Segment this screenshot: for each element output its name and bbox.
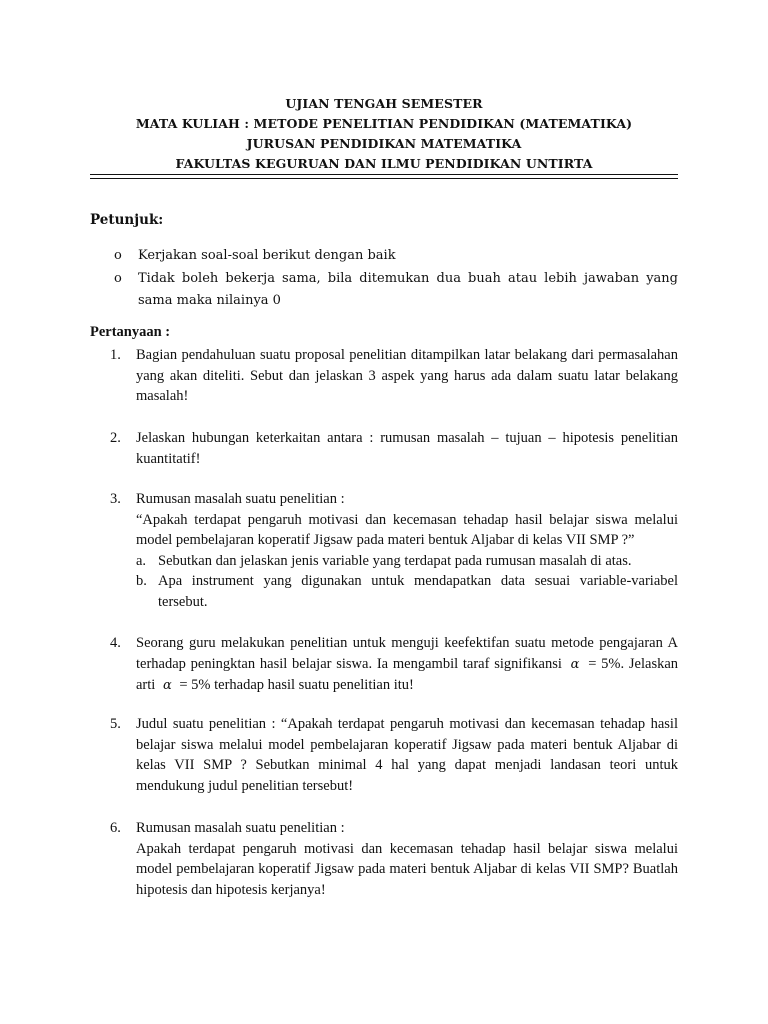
- faculty-name: FAKULTAS KEGURUAN DAN ILMU PENDIDIKAN UNTIRTA: [175, 156, 593, 171]
- problem-statement: Apakah terdapat pengaruh motivasi dan kecemasan tehadap hasil belajar siswa melalui model pembelajaran koperatif Jigsaw pada materi bentuk Aljabar di kelas VII SMP? Buatlah hipotesis dan hipotesis kerjanya!: [136, 840, 678, 898]
- question-text: [136, 633, 678, 697]
- problem-statement: “Apakah terdapat pengaruh motivasi dan kecemasan tehadap hasil belajar siswa melalui model pembelajaran koperatif Jigsaw pada materi bentuk Aljabar di kelas VII SMP ?”: [136, 511, 678, 548]
- question-1: [110, 345, 678, 407]
- course-name: MATA KULIAH : METODE PENELITIAN PENDIDIKAN (MATEMATIKA): [135, 116, 633, 131]
- question-number: 1.: [110, 347, 121, 363]
- alpha-symbol: α: [570, 656, 580, 672]
- instruction-item: [114, 268, 678, 313]
- question-5: [110, 714, 678, 796]
- question-text: Jelaskan hubungan keterkaitan antara : rumusan masalah – tujuan – hipotesis penelitian kuantitatif!: [136, 430, 678, 467]
- subquestion-label: a.: [136, 552, 147, 569]
- exam-title: UJIAN TENGAH SEMESTER: [285, 96, 483, 111]
- instruction-text: Tidak boleh bekerja sama, bila ditemukan dua buah atau lebih jawaban yang sama maka nilainya 0: [138, 270, 678, 308]
- question-text: Bagian pendahuluan suatu proposal penelitian ditampilkan latar belakang dari permasalahan yang akan diteliti. Sebut dan jelaskan 3 aspek yang harus ada dalam suatu latar belakang masalah!: [136, 347, 678, 404]
- question-3: [110, 489, 678, 612]
- question-2: [110, 428, 678, 469]
- bullet-icon: o: [114, 270, 122, 286]
- alpha-symbol: α: [162, 678, 172, 693]
- question-6: [110, 818, 678, 900]
- question-number: 3.: [110, 491, 121, 507]
- question-text: Rumusan masalah suatu penelitian :: [136, 820, 345, 836]
- bullet-icon: o: [114, 248, 122, 263]
- question-number: 4.: [110, 635, 121, 651]
- subquestion-label: b.: [136, 573, 147, 589]
- instruction-item: [114, 245, 678, 268]
- department-name: JURUSAN PENDIDIKAN MATEMATIKA: [246, 136, 522, 151]
- question-4: [110, 633, 678, 697]
- question-text-part: = 5%. Jelaskan arti: [136, 655, 679, 693]
- instructions-heading: Petunjuk:: [90, 212, 164, 228]
- subquestion-a: [136, 551, 678, 572]
- header-rule-thick: [90, 174, 678, 175]
- exam-header: [90, 94, 678, 174]
- question-number: 5.: [110, 716, 121, 732]
- instruction-text: Kerjakan soal-soal berikut dengan baik: [138, 248, 396, 263]
- question-text-part: Seorang guru melakukan penelitian untuk menguji keefektifan suatu metode pengajaran A terhadap peningktan hasil belajar siswa. Ia mengambil taraf signifikansi: [136, 635, 678, 672]
- question-text: Judul suatu penelitian : “Apakah terdapat pengaruh motivasi dan kecemasan tehadap hasil belajar siswa melalui model pembelajaran koperatif Jigsaw pada materi bentuk Aljabar di kelas VII SMP ? Sebutkan minimal 4 hal yang dapat menjadi landasan teori untuk mendukung judul penelitian tersebut!: [136, 716, 678, 794]
- subquestion-text: Apa instrument yang digunakan untuk mendapatkan data sesuai variable-variabel tersebut.: [158, 573, 678, 610]
- header-rule-thin: [90, 178, 678, 179]
- questions-heading: Pertanyaan :: [90, 324, 171, 340]
- instructions-list: [114, 245, 678, 313]
- subquestion-b: [136, 571, 678, 612]
- subquestion-text: Sebutkan dan jelaskan jenis variable yang terdapat pada rumusan masalah di atas.: [158, 552, 632, 569]
- question-number: 2.: [110, 430, 121, 446]
- question-text: Rumusan masalah suatu penelitian :: [136, 491, 345, 507]
- question-number: 6.: [110, 820, 121, 836]
- question-text-part: = 5% terhadap hasil suatu penelitian itu!: [179, 677, 414, 693]
